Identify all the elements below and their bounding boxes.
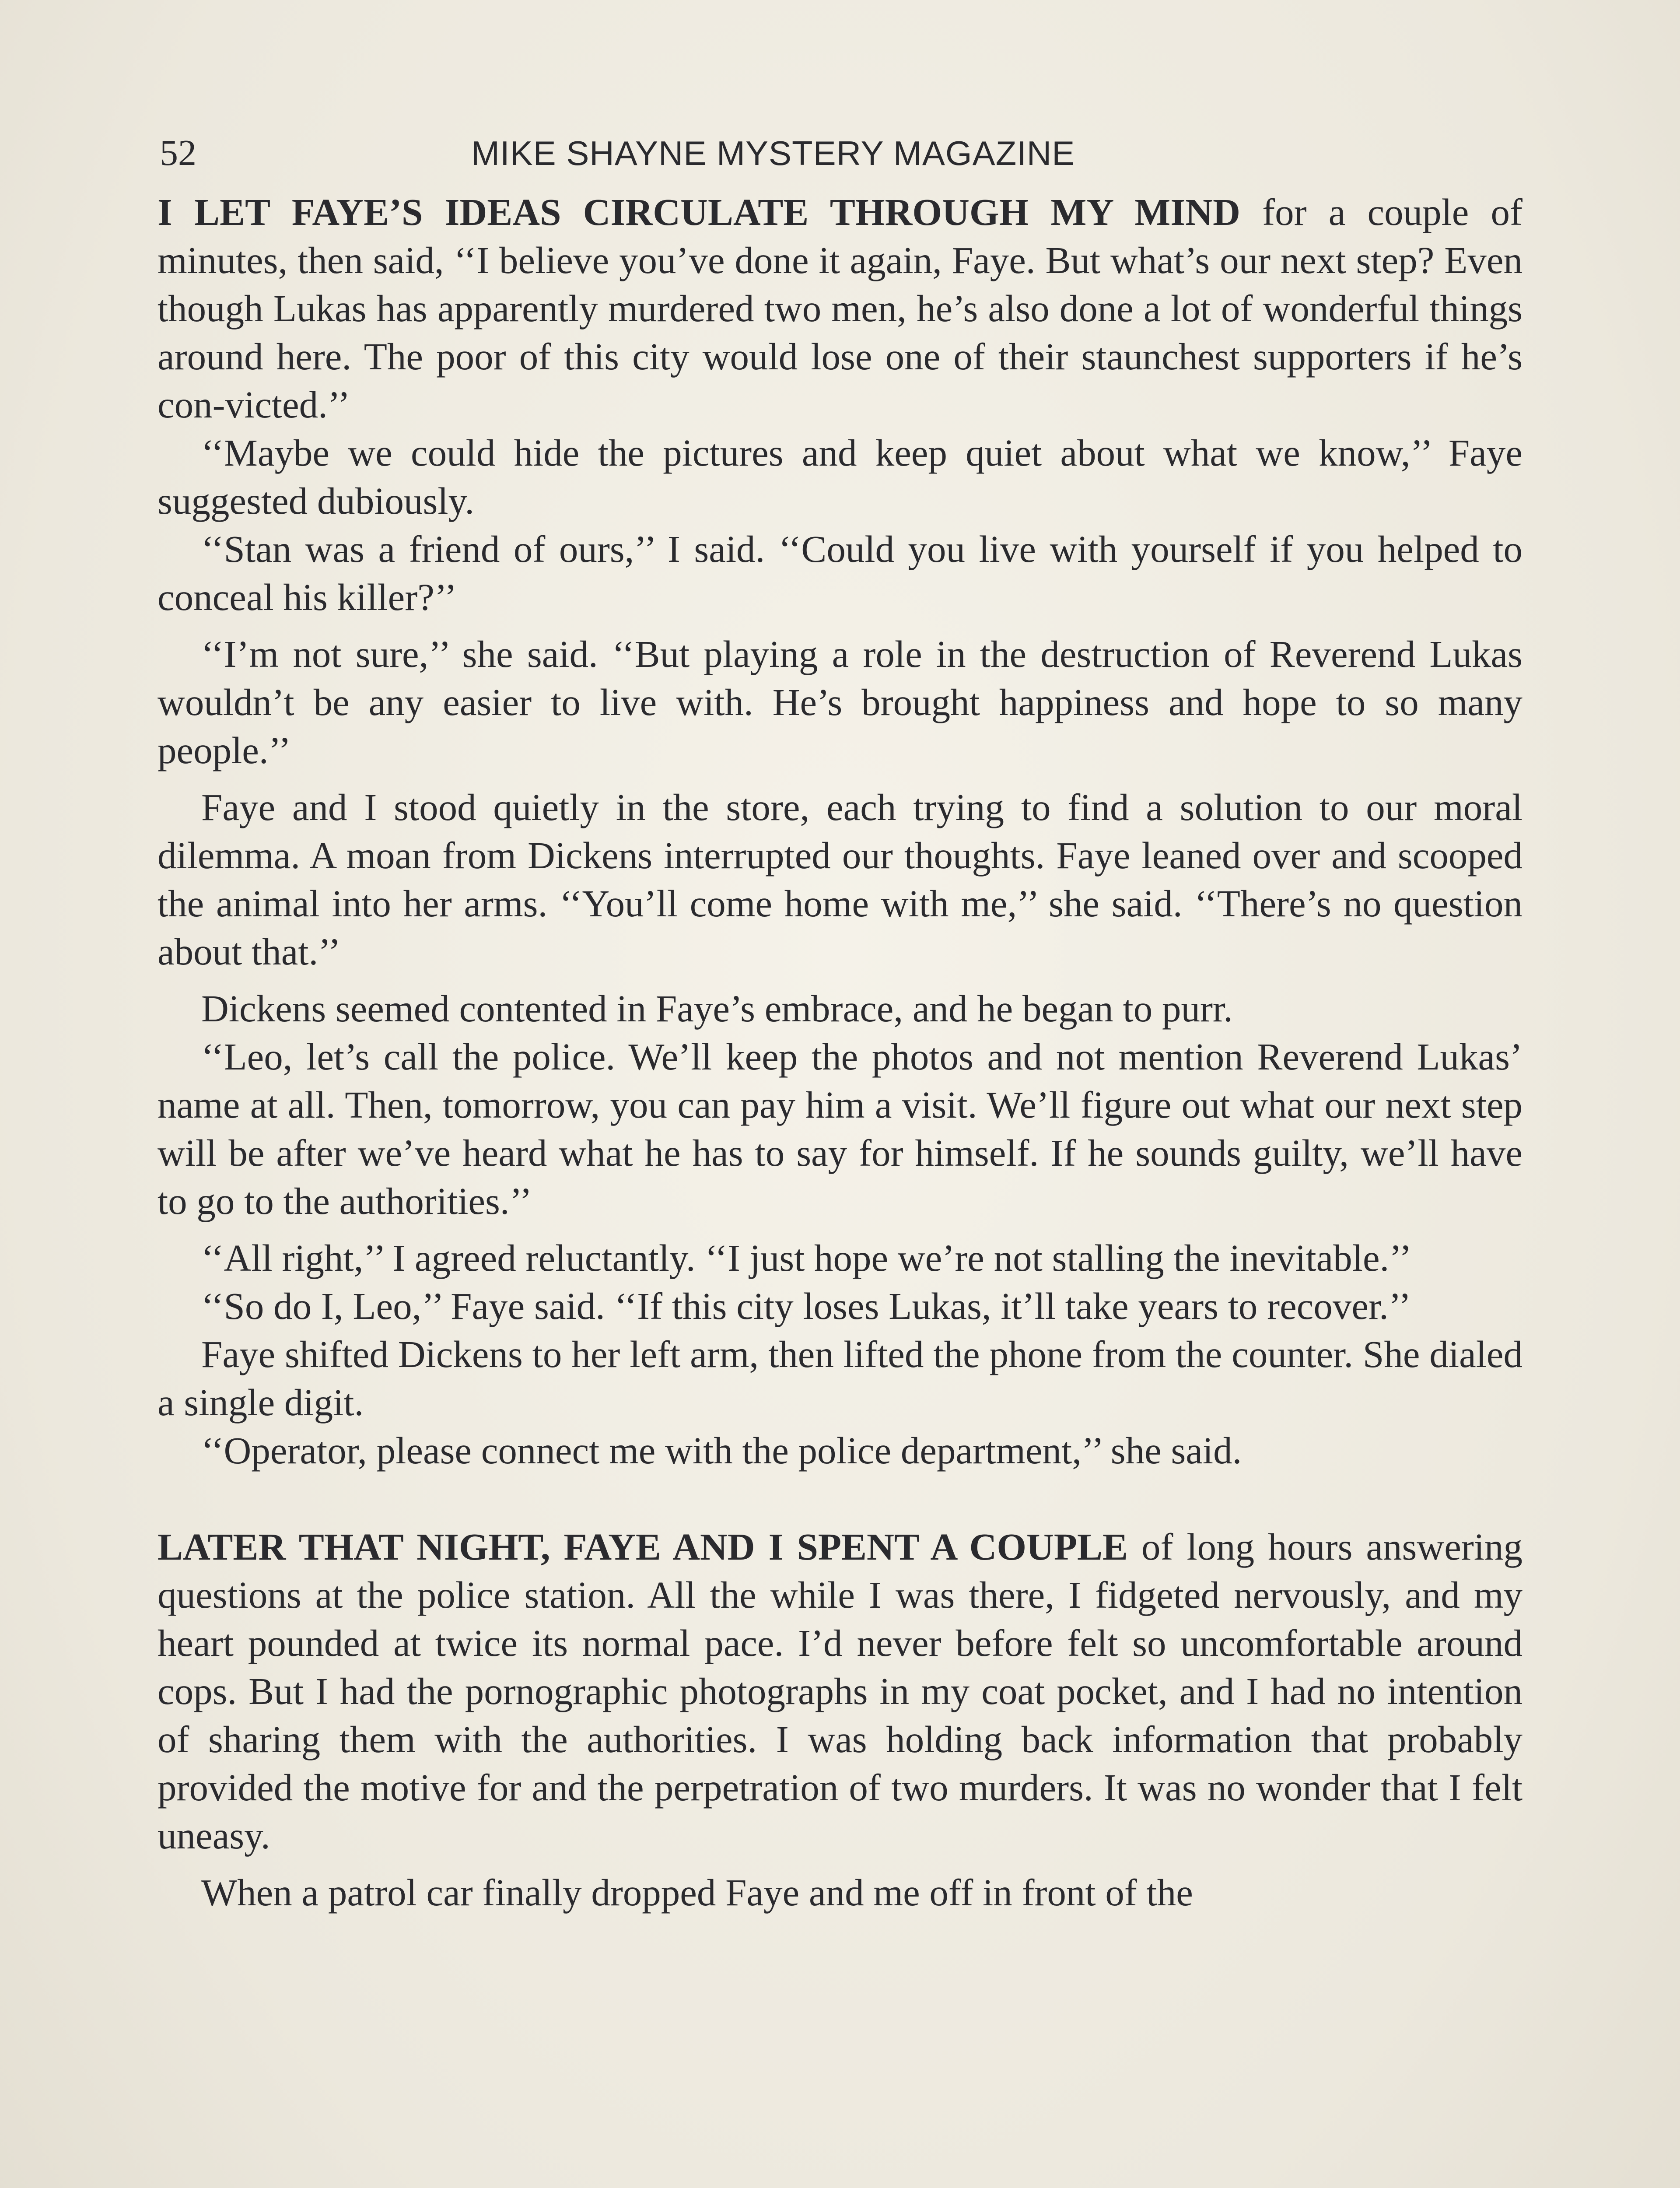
paragraph-5: Faye and I stood quietly in the store, each trying to find a solution to our moral dilemma. A moan from Dickens interrupted our thoughts. Faye leaned over and scooped the animal into her arms. ‘‘You’ll come home with me,’’ she said. ‘‘There’s no question about that.’’ <box>158 786 1522 973</box>
paragraph-text: of long hours answering questions at the police station. All the while I was there, I fidgeted nervously, and my heart pounded at twice its normal pace. I’d never before felt so uncomfortable around cops. But I had the pornographic photographs in my coat pocket, and I had no intention of sharing them with the authorities. I was holding back information that probably provided the motive for and the perpetration of two murders. It was no wonder that I felt uneasy. <box>158 1525 1522 1857</box>
section-lead-in: LATER THAT NIGHT, FAYE AND I SPENT A COUPLE <box>158 1525 1128 1568</box>
paragraph-12 <box>158 1523 1522 1860</box>
paragraph-3: ‘‘Stan was a friend of ours,’’ I said. ‘‘Could you live with yourself if you helped to conceal his killer?’’ <box>158 528 1522 618</box>
paragraph-1 <box>158 188 1522 429</box>
section-lead-in: I LET FAYE’S IDEAS CIRCULATE THROUGH MY MIND <box>158 191 1240 233</box>
paragraph-text: for a couple of minutes, then said, ‘‘I believe you’ve done it again, Faye. But what’s our next step? Even though Lukas has apparently murdered two men, he’s also done a lot of wonderful things around here. The poor of this city would lose one of their staunchest supporters if he’s con-victed.’’ <box>158 191 1523 426</box>
magazine-title: MIKE SHAYNE MYSTERY MAGAZINE <box>471 134 1075 172</box>
paragraph-7: ‘‘Leo, let’s call the police. We’ll keep the photos and not mention Reverend Lukas’ name at all. Then, tomorrow, you can pay him a visit. We’ll figure out what our next step will be after we’ve heard what he has to say for himself. If he sounds guilty, we’ll have to go to the authorities.’’ <box>158 1035 1522 1222</box>
paragraph-13: When a patrol car finally dropped Faye and me off in front of the <box>201 1871 1193 1914</box>
paragraph-2: ‘‘Maybe we could hide the pictures and keep quiet about what we know,’’ Faye suggested dubiously. <box>158 431 1522 522</box>
page-number: 52 <box>160 133 196 173</box>
story-text <box>158 188 1522 1917</box>
paragraph-11: ‘‘Operator, please connect me with the police department,’’ she said. <box>201 1429 1242 1472</box>
paragraph-8: ‘‘All right,’’ I agreed reluctantly. ‘‘I just hope we’re not stalling the inevitable.’’ <box>201 1237 1412 1279</box>
page-header <box>160 127 1525 179</box>
paragraph-10: Faye shifted Dickens to her left arm, then lifted the phone from the counter. She dialed a single digit. <box>158 1333 1522 1424</box>
paragraph-9: ‘‘So do I, Leo,’’ Faye said. ‘‘If this city loses Lukas, it’ll take years to recover.’’ <box>201 1285 1411 1327</box>
paragraph-6: Dickens seemed contented in Faye’s embrace, and he began to purr. <box>201 987 1233 1030</box>
paragraph-4: ‘‘I’m not sure,’’ she said. ‘‘But playing a role in the destruction of Reverend Lukas wouldn’t be any easier to live with. He’s brought happiness and hope to so many people.’’ <box>158 633 1522 771</box>
